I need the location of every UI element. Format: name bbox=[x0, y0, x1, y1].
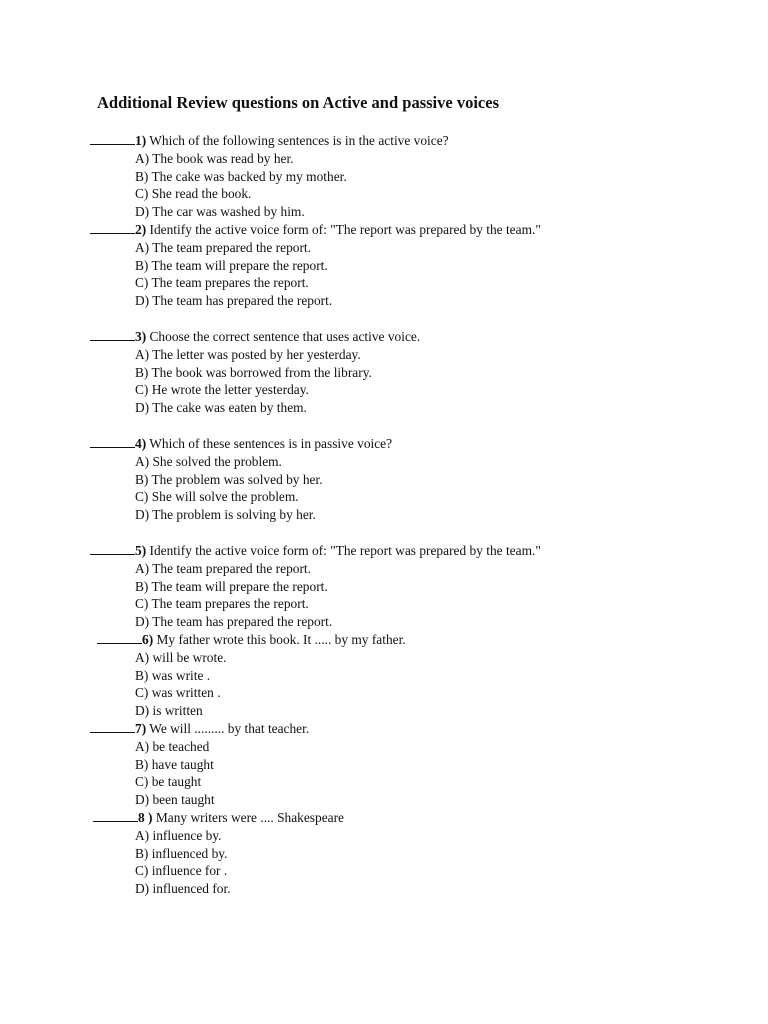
question-1 bbox=[90, 132, 449, 221]
question-prompt: We will ......... by that teacher. bbox=[146, 721, 310, 736]
question-number: 7) bbox=[135, 721, 147, 736]
question-5-line bbox=[90, 542, 541, 560]
question-number: 3) bbox=[135, 329, 147, 344]
question-prompt: Choose the correct sentence that uses active voice. bbox=[146, 329, 421, 344]
question-8 bbox=[93, 809, 344, 898]
question-2 bbox=[90, 221, 541, 310]
question-prompt: Identify the active voice form of: "The report was prepared by the team." bbox=[146, 222, 541, 237]
option-c: C) influence for . bbox=[135, 863, 228, 879]
question-number: 4) bbox=[135, 436, 147, 451]
option-b: B) have taught bbox=[135, 756, 214, 772]
question-number: 2) bbox=[135, 222, 147, 237]
question-prompt: My father wrote this book. It ..... by my father. bbox=[153, 632, 406, 647]
question-number: 8 ) bbox=[138, 810, 153, 825]
answer-blank bbox=[97, 631, 142, 644]
option-c: C) was written . bbox=[135, 685, 221, 701]
answer-blank bbox=[90, 328, 135, 341]
question-number: 5) bbox=[135, 543, 147, 558]
question-prompt: Many writers were .... Shakespeare bbox=[152, 810, 345, 825]
option-b: B) The team will prepare the report. bbox=[135, 257, 328, 273]
question-6-line bbox=[97, 631, 406, 649]
question-number: 6) bbox=[142, 632, 154, 647]
question-prompt: Which of the following sentences is in the active voice? bbox=[146, 133, 449, 148]
option-a: A) She solved the problem. bbox=[135, 453, 282, 469]
question-4-line bbox=[90, 435, 392, 453]
option-c: C) He wrote the letter yesterday. bbox=[135, 382, 309, 398]
option-d: D) The car was washed by him. bbox=[135, 204, 305, 220]
option-c: C) She will solve the problem. bbox=[135, 489, 299, 505]
option-b: B) The cake was backed by my mother. bbox=[135, 168, 347, 184]
answer-blank bbox=[90, 720, 135, 733]
option-b: B) was write . bbox=[135, 667, 211, 683]
question-3 bbox=[90, 328, 420, 417]
option-d: D) been taught bbox=[135, 792, 215, 808]
question-6 bbox=[97, 631, 406, 720]
question-number: 1) bbox=[135, 133, 147, 148]
option-b: B) influenced by. bbox=[135, 845, 228, 861]
question-7 bbox=[90, 720, 309, 809]
option-d: D) influenced for. bbox=[135, 881, 231, 897]
option-d: D) The cake was eaten by them. bbox=[135, 400, 307, 416]
question-prompt: Identify the active voice form of: "The report was prepared by the team." bbox=[146, 543, 541, 558]
option-a: A) The letter was posted by her yesterday. bbox=[135, 346, 361, 362]
option-c: C) The team prepares the report. bbox=[135, 275, 309, 291]
answer-blank bbox=[90, 435, 135, 448]
option-c: C) be taught bbox=[135, 774, 202, 790]
answer-blank bbox=[90, 221, 135, 234]
option-d: D) The problem is solving by her. bbox=[135, 507, 316, 523]
option-c: C) She read the book. bbox=[135, 186, 252, 202]
option-d: D) The team has prepared the report. bbox=[135, 293, 333, 309]
question-5 bbox=[90, 542, 541, 631]
option-b: B) The team will prepare the report. bbox=[135, 578, 328, 594]
option-a: A) The team prepared the report. bbox=[135, 239, 311, 255]
question-2-line bbox=[90, 221, 541, 239]
question-4 bbox=[90, 435, 392, 524]
question-7-line bbox=[90, 720, 309, 738]
question-8-line bbox=[93, 809, 344, 827]
question-3-line bbox=[90, 328, 420, 346]
page-title: Additional Review questions on Active and passive voices bbox=[97, 93, 499, 112]
question-1-line bbox=[90, 132, 449, 150]
option-a: A) The book was read by her. bbox=[135, 150, 294, 166]
answer-blank bbox=[90, 132, 135, 145]
option-d: D) The team has prepared the report. bbox=[135, 614, 333, 630]
answer-blank bbox=[90, 542, 135, 555]
option-a: A) The team prepared the report. bbox=[135, 560, 311, 576]
question-prompt: Which of these sentences is in passive voice? bbox=[146, 436, 393, 451]
option-c: C) The team prepares the report. bbox=[135, 596, 309, 612]
option-a: A) will be wrote. bbox=[135, 649, 227, 665]
option-b: B) The book was borrowed from the library. bbox=[135, 364, 372, 380]
option-b: B) The problem was solved by her. bbox=[135, 471, 323, 487]
option-a: A) influence by. bbox=[135, 827, 222, 843]
answer-blank bbox=[93, 809, 138, 822]
option-d: D) is written bbox=[135, 703, 203, 719]
option-a: A) be teached bbox=[135, 738, 210, 754]
